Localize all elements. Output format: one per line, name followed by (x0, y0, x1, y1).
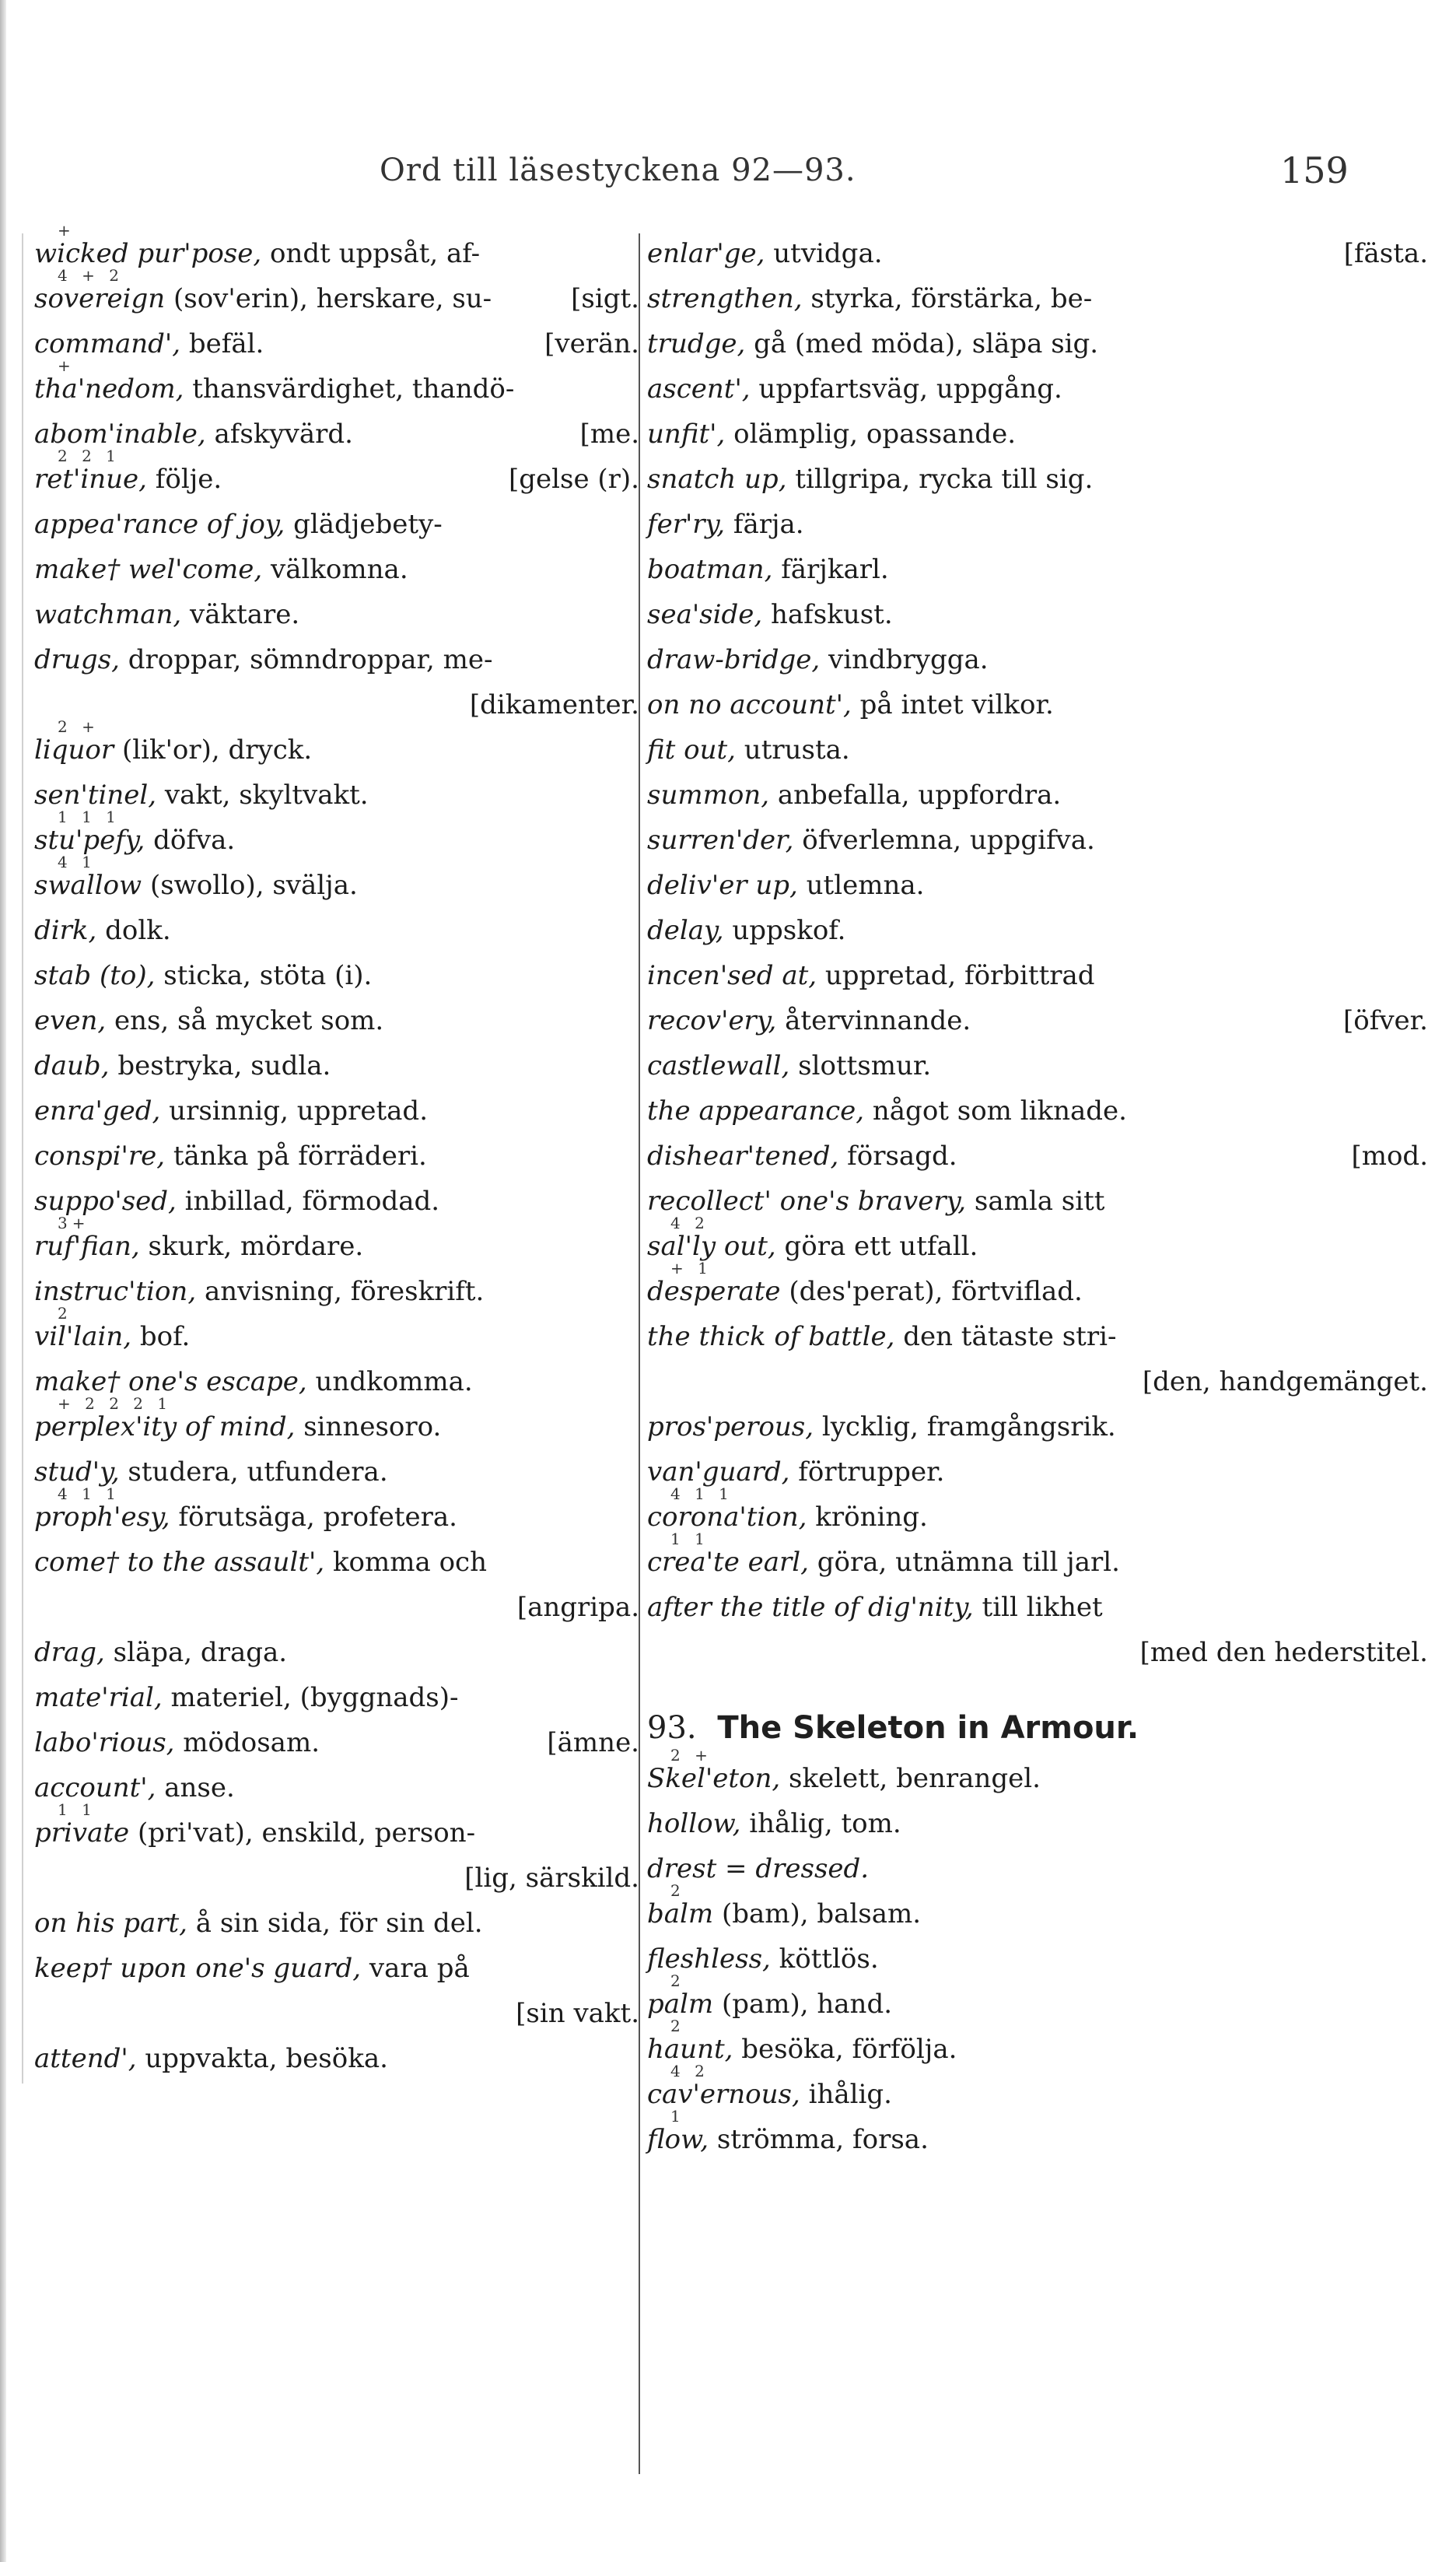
translation: dolk. (96, 915, 171, 946)
pronunciation-marks: + 1 (670, 1259, 712, 1277)
glossary-entry (647, 1452, 1433, 1497)
translation: uppskof. (723, 915, 846, 946)
headword: appea'rance of joy, (34, 509, 285, 540)
headword: make† one's escape, (34, 1366, 307, 1397)
glossary-entry (647, 414, 1433, 459)
headword: hollow, (647, 1808, 741, 1839)
pronunciation-marks: 4 + 2 (58, 266, 124, 285)
headword: on his part, (34, 1908, 187, 1939)
glossary-entry (647, 233, 1433, 279)
glossary-entry (647, 1803, 1433, 1849)
glossary-entry (647, 1530, 1433, 1587)
glossary-entry (34, 221, 644, 279)
glossary-entry (647, 775, 1433, 820)
pronunciation-marks: + (58, 221, 75, 240)
translation: bestryka, sudla. (109, 1050, 331, 1081)
glossary-entry (34, 1484, 644, 1542)
translation: mödosam. (174, 1727, 320, 1758)
translation: lycklig, framgångsrik. (814, 1411, 1116, 1442)
translation: uppvakta, besöka. (136, 2043, 388, 2074)
headword: ruf'fian, (34, 1231, 140, 1262)
translation: släpa, draga. (104, 1637, 288, 1668)
translation: till likhet (973, 1592, 1103, 1623)
glossary-entry (34, 356, 644, 414)
translation: ondt uppsåt, af- (261, 238, 481, 269)
glossary-entry (34, 1452, 644, 1497)
translation: anse. (156, 1772, 235, 1803)
translation: samla sitt (966, 1186, 1105, 1217)
translation: afskyvärd. (205, 419, 353, 450)
headword: stu'pefy, (34, 825, 145, 856)
headword: cav'ernous, (647, 2079, 800, 2110)
headword: incen'sed at, (647, 960, 817, 991)
translation: skurk, mördare. (139, 1231, 364, 1262)
headword: drag, (34, 1637, 105, 1668)
glossary-entry (34, 717, 644, 775)
translation: kröning. (807, 1502, 928, 1533)
translation: befäl. (180, 328, 264, 359)
headword: attend', (34, 2043, 137, 2074)
glossary-entry (647, 1881, 1433, 1939)
translation: köttlös. (770, 1943, 879, 1975)
glossary-entry (34, 504, 644, 549)
translation: skelett, benrangel. (780, 1763, 1041, 1794)
glossary-entry (647, 865, 1433, 910)
translation: droppar, sömndroppar, me- (119, 644, 493, 675)
left-column (22, 221, 644, 2084)
glossary-entry (647, 549, 1433, 594)
glossary-entry (34, 775, 644, 820)
translation: utvidga. (765, 238, 883, 269)
glossary-entry (34, 266, 644, 324)
glossary-entry (647, 955, 1433, 1001)
headword: flow, (647, 2124, 709, 2155)
continuation-fragment: [med den hederstitel. (1139, 1637, 1428, 1668)
translation: materiel, (byggnads)- (162, 1682, 459, 1713)
headword: ret'inue, (34, 464, 147, 495)
pronunciation-marks: 2 + (58, 717, 100, 736)
headword: mate'rial, (34, 1682, 163, 1713)
translation: ens, så mycket som. (106, 1005, 384, 1036)
headword: daub, (34, 1050, 110, 1081)
translation: den tätaste stri- (894, 1321, 1117, 1352)
headword: corona'tion, (647, 1502, 807, 1533)
translation: hafskust. (762, 599, 893, 630)
headword: van'guard, (647, 1456, 790, 1488)
glossary-entry (34, 1858, 644, 1903)
translation: göra, utnämna till jarl. (808, 1547, 1120, 1578)
translation: vindbrygga. (820, 644, 989, 675)
glossary-entry (34, 640, 644, 685)
translation: thansvärdighet, thandö- (184, 373, 515, 405)
glossary-entry (647, 1484, 1433, 1542)
pronunciation-marks: 1 1 (58, 1800, 96, 1819)
translation: anvisning, föreskrift. (196, 1276, 485, 1307)
translation: studera, utfundera. (119, 1456, 388, 1488)
translation: slottsmur. (789, 1050, 932, 1081)
headword: the appearance, (647, 1095, 865, 1127)
glossary-entry (34, 414, 644, 459)
pronunciation-marks: 2 (670, 2017, 685, 2035)
right-column (647, 233, 1433, 2164)
continuation-fragment: [ämne. (547, 1727, 639, 1758)
glossary-entry (647, 324, 1433, 369)
translation: ihålig. (800, 2079, 892, 2110)
headword: stab (to), (34, 960, 156, 991)
pronunciation-marks: 2 + (670, 1746, 712, 1765)
glossary-entry (647, 1259, 1433, 1316)
glossary-entry (34, 1091, 644, 1136)
glossary-entry (34, 1768, 644, 1813)
translation: försagd. (838, 1141, 957, 1172)
glossary-entry (34, 1271, 644, 1316)
headword: summon, (647, 780, 770, 811)
glossary-entry (647, 685, 1433, 730)
glossary-entry (647, 459, 1433, 504)
translation: följe. (146, 464, 222, 495)
section-number: 93. (647, 1710, 697, 1746)
pronunciation-marks: 1 (670, 2107, 685, 2126)
glossary-entry (647, 2062, 1433, 2119)
headword: unfit', (647, 419, 726, 450)
headword: ascent', (647, 373, 751, 405)
headword: private (34, 1817, 130, 1849)
headword: abom'inable, (34, 419, 206, 450)
page-edge (0, 0, 6, 2562)
glossary-entry (647, 1407, 1433, 1452)
pronunciation-marks: 3+ (58, 1214, 90, 1232)
translation: komma och (324, 1547, 487, 1578)
headword: keep† upon one's guard, (34, 1953, 362, 1984)
headword: sea'side, (647, 599, 763, 630)
glossary-entry (647, 1214, 1433, 1271)
glossary-entry (647, 1971, 1433, 2029)
translation: (bam), balsam. (713, 1898, 922, 1929)
glossary-entry (647, 504, 1433, 549)
headword: labo'rious, (34, 1727, 175, 1758)
glossary-entry (34, 1046, 644, 1091)
headword: snatch up, (647, 464, 787, 495)
translation: något som liknade. (864, 1095, 1127, 1127)
pronunciation-marks: 2 (670, 1881, 685, 1900)
continuation-fragment: [mod. (1351, 1141, 1428, 1172)
translation: sticka, stöta (i). (155, 960, 373, 991)
headword: on no account', (647, 689, 852, 720)
headword: desperate (647, 1276, 781, 1307)
glossary-entry (34, 447, 644, 504)
pronunciation-marks: + 2 2 2 1 (58, 1394, 173, 1413)
translation: bof. (131, 1321, 191, 1352)
headword: drugs, (34, 644, 120, 675)
translation: sinnesoro. (295, 1411, 442, 1442)
glossary-entry (34, 324, 644, 369)
glossary-entry (34, 594, 644, 640)
headword: dishear'tened, (647, 1141, 839, 1172)
translation: (pri'vat), enskild, person- (129, 1817, 476, 1849)
headword: haunt, (647, 2034, 733, 2065)
headword: sen'tinel, (34, 780, 157, 811)
glossary-entry (647, 1316, 1433, 1362)
headword: perplex'ity of mind, (34, 1411, 296, 1442)
translation: glädjebety- (285, 509, 443, 540)
headword: fit out, (647, 734, 736, 766)
translation: utlemna. (797, 870, 925, 901)
glossary-entry (647, 1632, 1433, 1677)
pronunciation-marks: 4 2 (670, 2062, 709, 2080)
glossary-entry (34, 1993, 644, 2038)
translation: färja. (725, 509, 804, 540)
glossary-entry (34, 2038, 644, 2084)
headword: surren'der, (647, 825, 794, 856)
headword: instruc'tion, (34, 1276, 197, 1307)
translation: färjkarl. (772, 554, 889, 585)
glossary-entry (34, 910, 644, 955)
pronunciation-marks: 2 (58, 1304, 72, 1323)
translation: (des'perat), förtviflad. (780, 1276, 1083, 1307)
continuation-fragment: [den, handgemänget. (1142, 1366, 1428, 1397)
glossary-entry (34, 1723, 644, 1768)
glossary-entry (34, 685, 644, 730)
glossary-entry (647, 594, 1433, 640)
translation: styrka, förstärka, be- (802, 283, 1093, 314)
running-head-title: Ord till läsestyckena 92—93. (380, 152, 856, 188)
translation: förutsäga, profetera. (170, 1502, 457, 1533)
pronunciation-marks: 4 1 (58, 853, 96, 871)
headword: recov'ery, (647, 1005, 777, 1036)
translation: besöka, förfölja. (733, 2034, 957, 2065)
glossary-entry (647, 2107, 1433, 2164)
pronunciation-marks: 2 (670, 1971, 685, 1990)
translation: undkomma. (306, 1366, 473, 1397)
glossary-entry (34, 1304, 644, 1362)
glossary-entry (647, 1136, 1433, 1181)
continuation-fragment: [sigt. (571, 283, 639, 314)
headword: trudge, (647, 328, 746, 359)
glossary-entry (34, 549, 644, 594)
glossary-entry (647, 1939, 1433, 1984)
headword: account', (34, 1772, 156, 1803)
continuation-fragment: [sin vakt. (516, 1998, 639, 2029)
pronunciation-marks: 2 2 1 (58, 447, 121, 465)
translation: å sin sida, för sin del. (187, 1908, 483, 1939)
continuation-fragment: [öfver. (1343, 1005, 1428, 1036)
headword: palm (647, 1989, 714, 2020)
continuation-fragment: [gelse (r). (509, 464, 639, 495)
pronunciation-marks: 1 1 (670, 1530, 709, 1548)
translation: på intet vilkor. (851, 689, 1054, 720)
translation: (pam), hand. (713, 1989, 893, 2020)
headword: make† wel'come, (34, 554, 263, 585)
headword: enlar'ge, (647, 238, 765, 269)
glossary-entry (647, 2017, 1433, 2074)
headword: liquor (34, 734, 114, 766)
glossary-entry (647, 1587, 1433, 1632)
translation: uppretad, förbittrad (817, 960, 1095, 991)
glossary-entry (647, 1001, 1433, 1046)
translation: anbefalla, uppfordra. (769, 780, 1062, 811)
glossary-entry (34, 1903, 644, 1948)
pronunciation-marks: 4 1 1 (58, 1484, 121, 1503)
headword: strengthen, (647, 283, 803, 314)
glossary-entry (34, 853, 644, 910)
headword: fleshless, (647, 1943, 771, 1975)
translation: (lik'or), dryck. (114, 734, 313, 766)
pronunciation-marks: 4 2 (670, 1214, 709, 1232)
translation: inbillad, förmodad. (176, 1186, 440, 1217)
translation: göra ett utfall. (775, 1231, 978, 1262)
glossary-entry (34, 1587, 644, 1632)
glossary-entry (34, 1948, 644, 1993)
translation: (swollo), svälja. (142, 870, 358, 901)
continuation-fragment: [me. (579, 419, 639, 450)
glossary-entry (34, 1136, 644, 1181)
glossary-entry (647, 1849, 1433, 1894)
translation: uppfartsväg, uppgång. (750, 373, 1062, 405)
page-number: 159 (1280, 149, 1349, 191)
glossary-entry (647, 1046, 1433, 1091)
headword: drest = dressed. (647, 1853, 870, 1884)
translation: ihålig, tom. (740, 1808, 901, 1839)
glossary-entry (34, 955, 644, 1001)
glossary-entry (647, 1181, 1433, 1226)
pronunciation-marks: 1 1 1 (58, 808, 121, 826)
translation: återvinnande. (776, 1005, 971, 1036)
translation: olämplig, opassande. (725, 419, 1017, 450)
glossary-entry (647, 1746, 1433, 1803)
headword: Skel'eton, (647, 1763, 781, 1794)
headword: fer'ry, (647, 509, 726, 540)
continuation-fragment: [verän. (544, 328, 639, 359)
headword: castlewall, (647, 1050, 790, 1081)
headword: suppo'sed, (34, 1186, 177, 1217)
headword: recollect' one's bravery, (647, 1186, 967, 1217)
headword: vil'lain, (34, 1321, 132, 1352)
headword: even, (34, 1005, 107, 1036)
glossary-entry (34, 1214, 644, 1271)
headword: command', (34, 328, 181, 359)
translation: döfva. (145, 825, 236, 856)
headword: conspi're, (34, 1141, 166, 1172)
headword: stud'y, (34, 1456, 120, 1488)
headword: sal'ly out, (647, 1231, 776, 1262)
headword: dirk, (34, 915, 97, 946)
translation: väktare. (181, 599, 300, 630)
section-entries (647, 1746, 1433, 2164)
continuation-fragment: [fästa. (1343, 238, 1428, 269)
headword: balm (647, 1898, 714, 1929)
headword: delay, (647, 915, 724, 946)
glossary-entry (34, 1632, 644, 1677)
glossary-entry (34, 1677, 644, 1723)
translation: välkomna. (262, 554, 408, 585)
translation: vakt, skyltvakt. (156, 780, 369, 811)
headword: pros'perous, (647, 1411, 814, 1442)
pronunciation-marks: 4 1 1 (670, 1484, 733, 1503)
running-head (0, 149, 1456, 199)
right-column-entries (647, 233, 1433, 1677)
headword: come† to the assault', (34, 1547, 325, 1578)
translation: vara på (361, 1953, 470, 1984)
translation: förtrupper. (789, 1456, 945, 1488)
headword: enra'ged, (34, 1095, 161, 1127)
translation: tänka på förräderi. (165, 1141, 427, 1172)
glossary-entry (647, 1091, 1433, 1136)
glossary-entry (34, 1394, 644, 1452)
translation: strömma, forsa. (709, 2124, 929, 2155)
headword: swallow (34, 870, 142, 901)
headword: deliv'er up, (647, 870, 798, 901)
glossary-entry (34, 1542, 644, 1587)
headword: the thick of battle, (647, 1321, 895, 1352)
section-heading (647, 1698, 1433, 1758)
headword: tha'nedom, (34, 373, 184, 405)
glossary-entry (647, 279, 1433, 324)
section-title: The Skeleton in Armour. (717, 1710, 1139, 1746)
glossary-entry (34, 1800, 644, 1858)
glossary-entry (34, 1181, 644, 1226)
headword: after the title of dig'nity, (647, 1592, 974, 1623)
headword: boatman, (647, 554, 773, 585)
translation: gå (med möda), släpa sig. (745, 328, 1099, 359)
headword: sovereign (34, 283, 166, 314)
glossary-entry (34, 808, 644, 865)
headword: watchman, (34, 599, 182, 630)
continuation-fragment: [angripa. (516, 1592, 639, 1623)
headword: proph'esy, (34, 1502, 170, 1533)
glossary-entry (647, 730, 1433, 775)
glossary-entry (647, 640, 1433, 685)
translation: (sov'erin), herskare, su- (165, 283, 492, 314)
glossary-entry (34, 1001, 644, 1046)
translation: ursinnig, uppretad. (160, 1095, 428, 1127)
headword: draw-bridge, (647, 644, 821, 675)
glossary-entry (647, 369, 1433, 414)
glossary-entry (647, 820, 1433, 865)
pronunciation-marks: + (58, 356, 75, 375)
continuation-fragment: [lig, särskild. (464, 1863, 639, 1894)
glossary-entry (647, 1362, 1433, 1407)
translation: tillgripa, rycka till sig. (786, 464, 1094, 495)
headword: crea'te earl, (647, 1547, 809, 1578)
translation: utrusta. (736, 734, 850, 766)
translation: öfverlemna, uppgifva. (793, 825, 1095, 856)
continuation-fragment: [dikamenter. (469, 689, 639, 720)
glossary-entry (647, 910, 1433, 955)
headword: wicked pur'pose, (34, 238, 262, 269)
